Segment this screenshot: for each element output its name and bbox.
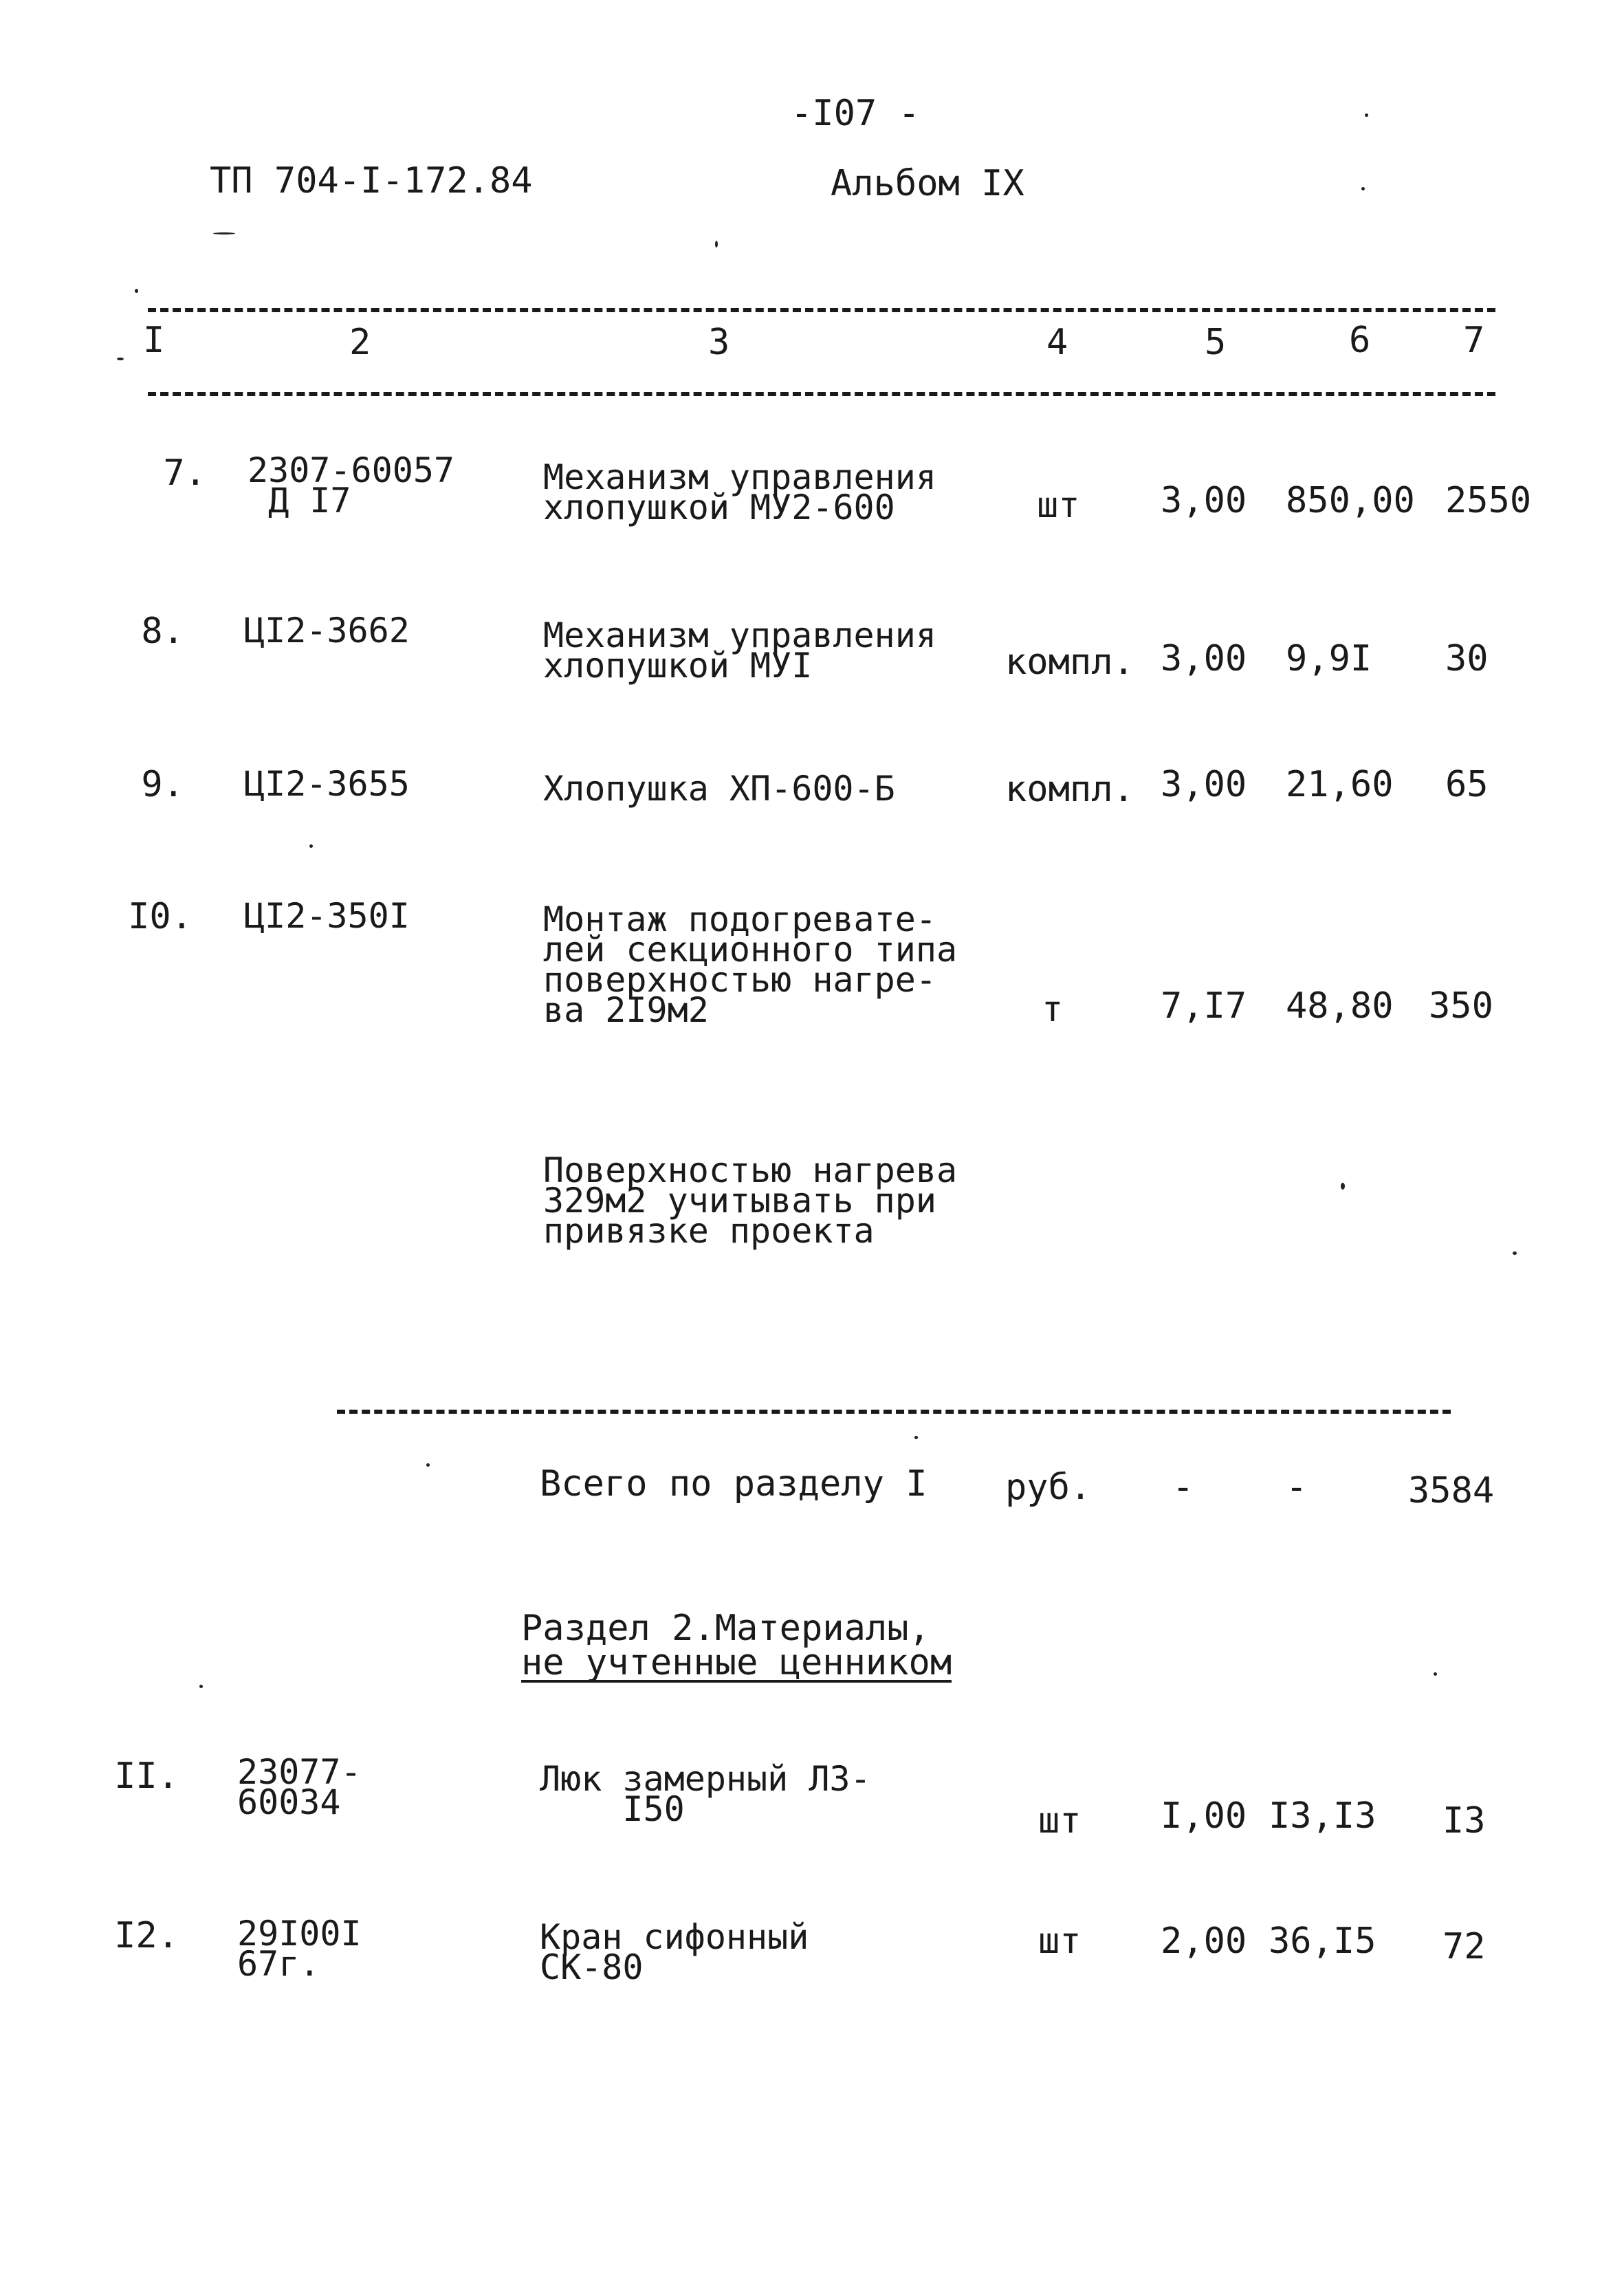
row-total: 2550 bbox=[1445, 480, 1532, 521]
row-total: 30 bbox=[1445, 638, 1489, 679]
column-header-7: 7 bbox=[1463, 320, 1485, 361]
subtotal-price: - bbox=[1286, 1467, 1308, 1508]
row-price: I3,I3 bbox=[1269, 1795, 1376, 1837]
row-code: 29I00I 67г. bbox=[237, 1914, 362, 1984]
scan-speck bbox=[199, 1685, 203, 1688]
row-name: Люк замерный ЛЗ- I50 bbox=[540, 1759, 871, 1829]
row-unit: шт bbox=[1038, 1921, 1082, 1962]
scan-speck bbox=[1513, 1251, 1517, 1255]
scan-speck bbox=[1341, 1183, 1345, 1190]
column-header-5: 5 bbox=[1205, 322, 1227, 363]
row-unit: т bbox=[1042, 989, 1064, 1030]
row-code: 2307-60057 Д I7 bbox=[248, 450, 455, 521]
row-price: 850,00 bbox=[1286, 480, 1415, 521]
page-number: -I07 - bbox=[791, 93, 920, 134]
subtotal-quantity: - bbox=[1172, 1467, 1194, 1508]
document-code: ТП 704-I-172.84 bbox=[210, 160, 533, 201]
row-code: 23077- 60034 bbox=[237, 1752, 362, 1822]
row-total: 72 bbox=[1442, 1926, 1486, 1967]
row-code: ЦI2-350I bbox=[244, 896, 410, 936]
column-header-3: 3 bbox=[708, 322, 730, 363]
row-price: 9,9I bbox=[1286, 638, 1372, 679]
row-total: 350 bbox=[1429, 985, 1493, 1027]
scan-speck bbox=[1434, 1672, 1437, 1676]
scan-speck bbox=[309, 844, 313, 848]
row-code: ЦI2-3662 bbox=[244, 611, 410, 651]
row-price: 36,I5 bbox=[1269, 1921, 1376, 1962]
subtotal-label: Всего по разделу I bbox=[540, 1463, 928, 1505]
scan-speck bbox=[1365, 113, 1368, 117]
section-heading: Раздел 2.Материалы, bbox=[521, 1608, 930, 1649]
column-header-6: 6 bbox=[1349, 320, 1371, 361]
row-price: 21,60 bbox=[1286, 764, 1394, 805]
row-name: Хлопушка ХП-600-Б bbox=[543, 769, 895, 809]
row-number: I2. bbox=[114, 1915, 179, 1956]
section-subheading: не учтенные ценником bbox=[521, 1642, 952, 1683]
scan-speck bbox=[213, 232, 235, 234]
row-number: 9. bbox=[141, 764, 184, 805]
row-unit: компл. bbox=[1005, 769, 1134, 810]
row-quantity: 7,I7 bbox=[1161, 985, 1247, 1027]
note-text: Поверхностью нагрева 329м2 учитывать при привязке проекта bbox=[543, 1150, 958, 1251]
scan-speck bbox=[715, 241, 718, 248]
header-top-rule bbox=[148, 308, 1495, 312]
scan-speck bbox=[1361, 187, 1365, 190]
row-quantity: I,00 bbox=[1161, 1795, 1247, 1837]
row-name: Механизм управления хлопушкой МУ2-600 bbox=[543, 457, 936, 527]
row-unit: компл. bbox=[1005, 642, 1134, 683]
header-bottom-rule bbox=[148, 392, 1495, 396]
row-quantity: 3,00 bbox=[1161, 764, 1247, 805]
row-number: 8. bbox=[141, 611, 184, 652]
scan-speck bbox=[426, 1463, 430, 1467]
subtotal-unit: руб. bbox=[1005, 1467, 1092, 1508]
scan-speck bbox=[914, 1436, 918, 1439]
row-unit: шт bbox=[1037, 485, 1080, 526]
row-quantity: 2,00 bbox=[1161, 1921, 1247, 1962]
row-number: 7. bbox=[163, 452, 206, 494]
row-name: Механизм управления хлопушкой МУI bbox=[543, 615, 936, 686]
row-quantity: 3,00 bbox=[1161, 638, 1247, 679]
row-total: 65 bbox=[1445, 764, 1489, 805]
column-header-4: 4 bbox=[1046, 322, 1068, 363]
column-header-2: 2 bbox=[349, 322, 371, 363]
row-name: Кран сифонный СК-80 bbox=[540, 1917, 809, 1987]
subtotal-rule bbox=[337, 1410, 1451, 1414]
album-label: Альбом IX bbox=[831, 163, 1024, 204]
scan-speck bbox=[135, 289, 138, 293]
row-unit: шт bbox=[1038, 1800, 1082, 1841]
row-number: I0. bbox=[128, 896, 193, 937]
scan-speck bbox=[117, 358, 124, 360]
row-name: Монтаж подогревате- лей секционного типа поверхностью нагре- ва 2I9м2 bbox=[543, 899, 958, 1030]
row-quantity: 3,00 bbox=[1161, 480, 1247, 521]
column-header-1: I bbox=[143, 320, 165, 361]
row-price: 48,80 bbox=[1286, 985, 1394, 1027]
row-code: ЦI2-3655 bbox=[244, 764, 410, 804]
subtotal-total: 3584 bbox=[1408, 1470, 1495, 1511]
row-number: II. bbox=[114, 1756, 179, 1797]
row-total: I3 bbox=[1442, 1800, 1486, 1841]
